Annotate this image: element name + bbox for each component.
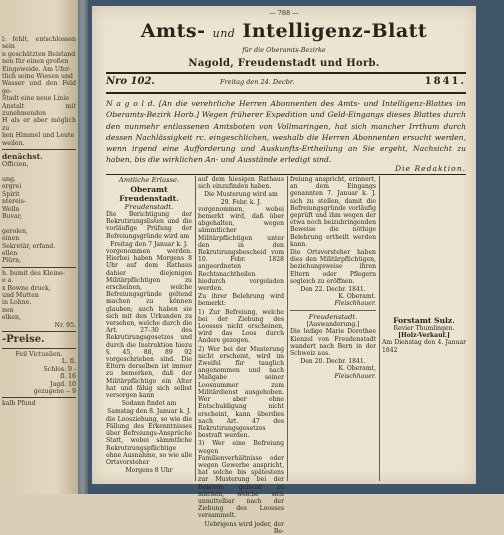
left-line: Wasser und den Feld ge-: [2, 80, 76, 95]
left-heading: denächst.: [2, 152, 43, 162]
left-line: Anstalt mit zunehmenden: [2, 102, 76, 118]
left-line: hen Himmel und Leute: [2, 132, 75, 140]
article-text: Sodann findet am: [121, 400, 177, 408]
left-line: h. bumit des Kleine-: [2, 269, 65, 277]
divider: [290, 310, 376, 311]
article-official: Fleischhauer.: [334, 300, 376, 308]
article-office: K. Oberamt.: [338, 293, 376, 301]
left-line: ellen: [2, 249, 18, 257]
article-date: Samstag den 8. Januar k. J.: [107, 408, 191, 416]
left-price-label: Feil Victualien.: [15, 351, 63, 359]
left-line: l: fehlt, entschlossen sein: [2, 36, 76, 51]
column-2: [198, 176, 284, 535]
issue-year: 1841.: [424, 76, 466, 87]
notice-paragraph: N a g o l d. [An die verehrliche Herren Abonnenten des Amts- und Intelligenz-Blattes im Oberamts-Bezirk Horb.] Wegen früherer Expedition und Geld-Eingangs dieses Blattes durch den nunmehr entlassenen Amtsboten von Vollmaringen, hat sich mancher Irrthum durch dessen Nachlässigkeit rc. eingeschlichen, weshalb die Herren Abonnenten ersucht werden, wenn irgend eine Aufforderung und Auskunfts-Ertheilung an Sie ergeht, Nachsicht zu haben, bis die wirklichen An- und Ausstände erledigt sind.: [106, 99, 466, 165]
article-text: freiung anspricht, erinnert, an dem Eingangs genannten 7. Januar k. J. sich zu stellen, damit die Befreiungsgründe vorläufig geprüft und ihm wegen der etwa noch beizubringenden Beweise die nöthige Belehrung ertheilt werden kann.: [290, 176, 376, 248]
divider: [2, 149, 76, 150]
divider: [2, 331, 76, 332]
left-page-text: [2, 36, 76, 408]
article-text: vorgenommen, wobei bemerkt wird, daß über abgehalten, wegen sämmtlicher Militärpflichtigen unter den in den Rekrutirungsbescheid vom 10. Febr. 1828 angeordneten Rechtsnachtheilen hiedurch vorgeladen werden.: [198, 205, 284, 293]
article-text: vorgenommen werden. Hierbei haben Morgens 8 Uhr auf dem Rathaus dahier diejenigen Militärpflichtigen zu erscheinen, welche Befreiungsgründe geltend machen zu können glauben; auch haben sie sich mit den Urkunden zu versehen, welche durch die Art. 27–30 des Rekrutirungsgesetzes und durch die Instruktion hiezu §. 45, 88, 89 92 vorgeschrieben sind. Die Eltern derselben ist immer zu bemerken, daß der Militärpflichtige ein Alter hat und fähig sich selbst versorgen kann: [106, 248, 192, 400]
left-page-fragment: [0, 0, 80, 494]
header-rule: [106, 72, 466, 74]
article-text: auf dem hiesigen Rathaus sich einzufinden haben.: [198, 176, 284, 191]
article-place: Freudenstadt.: [124, 202, 174, 211]
left-line: Buvar,: [2, 212, 22, 220]
column-1: [106, 176, 192, 481]
article-date: 29. Febr. k. J.: [220, 198, 262, 206]
column-spacer: [382, 176, 466, 316]
left-heading-prices: -Preise.: [2, 334, 45, 346]
masthead-part1: Amts-: [140, 20, 206, 42]
price-row: Schlos. 9 -: [43, 365, 76, 373]
masthead-region: Nagold, Freudenstadt und Horb.: [188, 58, 380, 69]
article-date: Den 22. Decbr. 1841.: [300, 286, 366, 294]
left-line: Welln: [2, 205, 20, 213]
left-line: ntereis-: [2, 198, 26, 206]
left-line: ergrei: [2, 183, 22, 191]
masthead: [92, 20, 476, 42]
divider: [2, 348, 76, 349]
column-divider: [195, 176, 196, 481]
header-rule: [106, 92, 466, 94]
newspaper-page: [92, 6, 476, 535]
article-footer: Morgens 8 Uhr: [125, 467, 173, 475]
left-line: Sekretär, erfand.: [2, 242, 56, 250]
article-place: Freudenstadt.: [308, 312, 358, 321]
issue-date: Freitag den 24. Decbr.: [220, 78, 295, 86]
article-text: Die ledige Marie Dorothee Kienzel von Freudenstadt wandert nach Bern in der Schweiz aus.: [290, 328, 376, 357]
left-line: elken,: [2, 314, 22, 322]
left-line: gerolen,: [2, 227, 28, 235]
article-official: Fleischhauer.: [334, 372, 376, 380]
article-item: 1) Zur Befreiung, welche bei der Ziehung des Loosses nicht erscheinen, wird das Loos durch Andere gezogen.: [198, 308, 284, 345]
left-line: H als er aber möglich zu: [2, 117, 76, 132]
article-tag: [Holz-Verkauf.]: [398, 332, 450, 340]
article-text: Die Berichtigung der Rekrutirungslisten und die vorläufige Prüfung der Befreiungsgründe wird am: [106, 211, 192, 240]
price-row: L. fl.: [61, 358, 76, 366]
left-line: nen für einen großen: [2, 58, 69, 66]
article-text: Die Ortsvorsteher haben dies den Militärpflichtigen, beziehungsweise ihren Eltern oder Pflegern sogleich zu eröffnen.: [290, 249, 376, 285]
notice-signature: Die Redaktion.: [395, 164, 466, 173]
book-spine: [78, 0, 88, 494]
left-line: und Mutten: [2, 292, 39, 299]
article-subtitle: Revier Thumlingen.: [393, 325, 455, 332]
left-line: tlich seine Wiesen und: [2, 73, 73, 81]
masthead-connector: und: [212, 27, 236, 40]
left-line: n geschätzten Beistand: [2, 50, 76, 58]
column-4: [382, 176, 466, 481]
article-footer: Uebrigens wird jeder, der Be-: [204, 520, 284, 535]
left-line: weilen.: [2, 139, 25, 147]
issue-number: Nro 102.: [106, 76, 155, 87]
article-columns: [106, 176, 466, 535]
left-line: [2, 220, 76, 227]
article-text: die Loosziehung, so wie die Fällung des Erkenntnisses über Befreiungs-Ansprüche Statt, wobei sämmtliche Rekrutirungspflichtige ohne Ausnahme, so wie alle Ortsvorsteher: [106, 415, 192, 466]
section-rule: [106, 174, 466, 175]
divider: [2, 397, 76, 398]
section-heading: Amtliche Erlasse.: [118, 176, 180, 184]
article-office: K. Oberamt,: [338, 365, 376, 373]
article-item: 2) Wer bei der Musterung nicht erscheint, wird im Zweifel für tauglich angenommen und nach Maßgabe seiner Loosnummer zum Militärdienst ausgehoben. Wer aber ohne Entschuldigung nicht erscheint, kann überdies nach Art. 47 des Rekrutirungsgesetzes bestraft werden.: [198, 345, 284, 440]
article-date: Freitag den 7 Januar k. J.: [110, 240, 188, 248]
left-line: Stadt eine neue Linie: [2, 95, 70, 103]
article-date: Den 20. Decbr. 1841.: [300, 358, 366, 366]
left-line: x Bowne druck,: [2, 284, 51, 292]
left-line: Spirit: [2, 190, 20, 198]
left-line: einen: [2, 235, 20, 243]
masthead-part2: Intelligenz-Blatt: [242, 20, 428, 42]
left-footer: kalb Pfund: [2, 400, 36, 408]
article-text: Am Dienstag den 4. Januar 1842: [382, 339, 466, 354]
column-divider: [287, 176, 288, 481]
price-row: gezugene -- 9: [33, 388, 76, 396]
left-line: Officien,: [2, 161, 29, 169]
price-row: fl. 16: [60, 373, 76, 381]
column-3: [290, 176, 376, 481]
left-line: e a.: [2, 277, 14, 285]
article-subtitle: [Auswanderung.]: [306, 321, 360, 329]
left-line: Plürn,: [2, 257, 22, 265]
article-text: Die Musterung wird am: [204, 191, 278, 199]
price-row: Jagd. 10: [50, 380, 76, 388]
article-item: 3) Wer eine Befreiung wegen Familienverhältnisse oder wegen Gewerbe anspricht, hat solche bis spätestens zur Musterung bei der Behörde geltend zu machen, welche sich unmittelbar nach der Ziehung des Loosses versammelt.: [198, 440, 284, 520]
left-line: in Lohne.: [2, 299, 32, 307]
left-line: Eingeweide. Am Ufer-: [2, 65, 72, 73]
article-title: Forstamt Sulz.: [393, 316, 455, 325]
left-line: nen: [2, 306, 14, 314]
left-line: [2, 169, 76, 176]
dateline: [106, 76, 466, 90]
page-number: — 788 —: [269, 9, 299, 17]
divider: [2, 267, 76, 268]
left-number: Nr. 95.: [54, 321, 76, 329]
article-title: Oberamt Freudenstadt.: [119, 184, 179, 203]
column-divider: [379, 176, 380, 481]
masthead-subtitle: für die Oberamts-Bezirke: [242, 46, 326, 54]
article-text: Zu ihrer Belehrung wird bemerkt:: [198, 293, 284, 308]
left-line: ung.: [2, 175, 16, 183]
